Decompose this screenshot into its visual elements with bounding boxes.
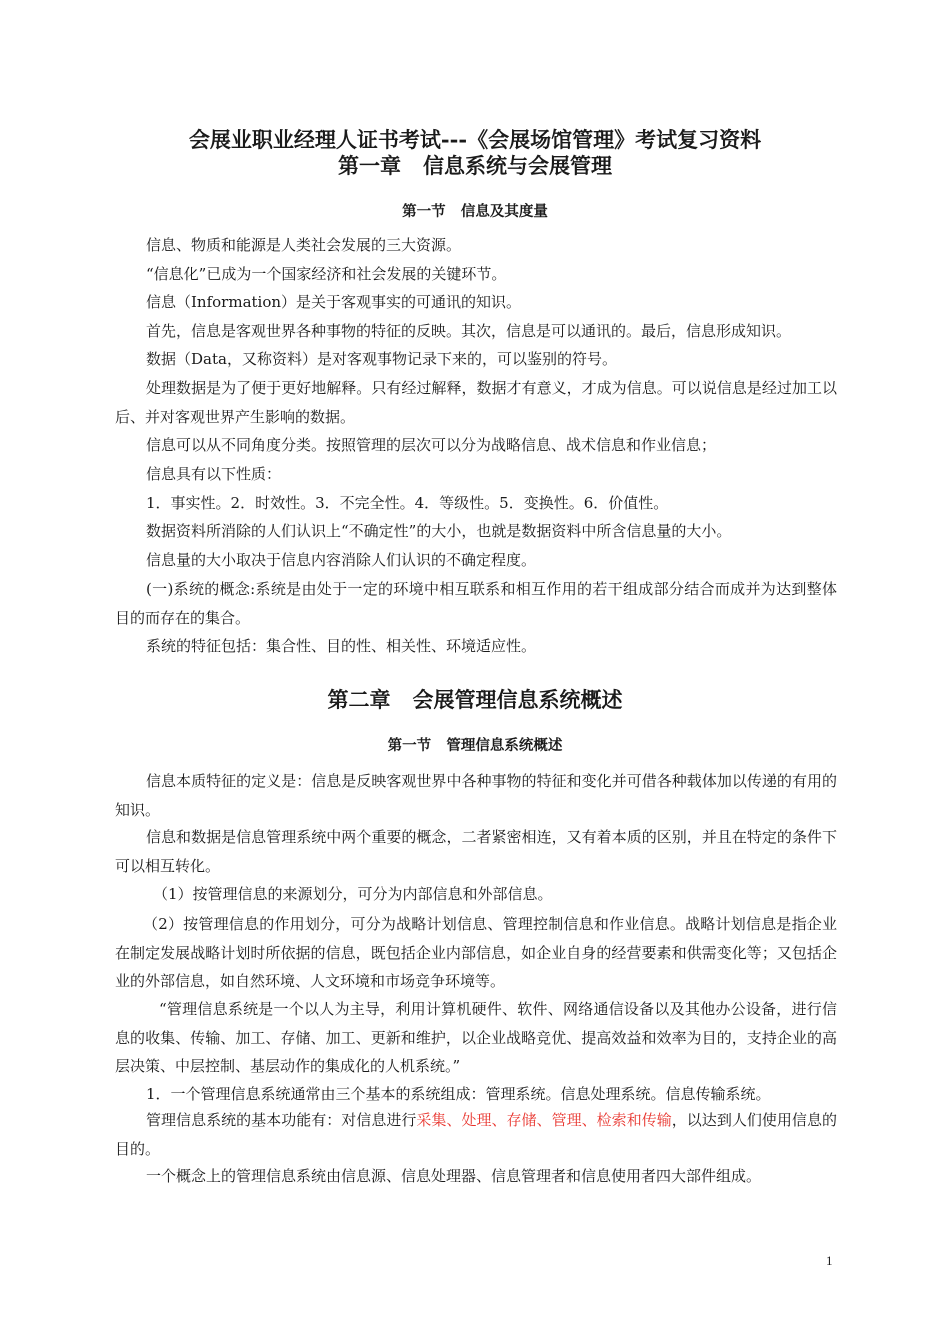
paragraph: 首先，信息是客观世界各种事物的特征的反映。其次，信息是可以通讯的。最后，信息形成知识。 [146, 322, 792, 340]
functions-prefix: 管理信息系统的基本功能有：对信息进行 [146, 1111, 417, 1129]
paragraph: 1．一个管理信息系统通常由三个基本的系统组成：管理系统。信息处理系统。信息传输系统。 [146, 1085, 771, 1103]
chapter-1-section-1-heading: 第一节 信息及其度量 [402, 203, 548, 220]
paragraph: 信息本质特征的定义是：信息是反映客观世界中各种事物的特征和变化并可借各种载体加以传递的有用的知识。 [115, 772, 837, 819]
quote-paragraph: “管理信息系统是一个以人为主导，利用计算机硬件、软件、网络通信设备以及其他办公设备，进行信息的收集、传输、加工、存储、加工、更新和维护，以企业战略竞优、提高效益和效率为目的，支持企业的高层决策、中层控制、基层动作的集成化的人机系统。” [115, 1000, 837, 1075]
chapter-2-section-1-heading: 第一节 管理信息系统概述 [387, 737, 563, 754]
functions-suffix: ，以达到人们使用信息的目的。 [115, 1111, 837, 1158]
paragraph: 1．事实性。2．时效性。3．不完全性。4．等级性。5．变换性。6．价值性。 [146, 494, 669, 512]
paragraph: (一)系统的概念:系统是由处于一定的环境中相互联系和相互作用的若干组成部分结合而成并为达到整体 目的而存在的集合。 [115, 580, 837, 627]
paragraph: （1）按管理信息的来源划分，可分为内部信息和外部信息。 [153, 885, 553, 903]
paragraph: 一个概念上的管理信息系统由信息源、信息处理器、信息管理者和信息使用者四大部件组成。 [146, 1167, 762, 1185]
paragraph: 处理数据是为了便于更好地解释。只有经过解释，数据才有意义，才成为信息。可以说信息是经过加工以后、并对客观世界产生影响的数据。 [115, 379, 837, 426]
paragraph: 数据（Data，又称资料）是对客观事物记录下来的，可以鉴别的符号。 [146, 350, 617, 368]
paragraph: 信息（Information）是关于客观事实的可通讯的知识。 [146, 293, 522, 311]
paragraph: 信息量的大小取决于信息内容消除人们认识的不确定程度。 [146, 551, 537, 569]
paragraph: 数据资料所消除的人们认识上“不确定性”的大小，也就是数据资料中所含信息量的大小。 [146, 522, 732, 540]
paragraph: 信息、物质和能源是人类社会发展的三大资源。 [146, 236, 462, 254]
paragraph: （2）按管理信息的作用划分，可分为战略计划信息、管理控制信息和作业信息。战略计划信息是指企业在制定发展战略计划时所依据的信息，既包括企业内部信息，如企业自身的经营要素和供需变化等；又包括企业的外部信息，如自然环境、人文环境和市场竞争环境等。 [115, 915, 837, 990]
functions-highlight: 采集、处理、存储、管理、检索和传输 [416, 1111, 672, 1129]
chapter-1-heading: 第一章 信息系统与会展管理 [338, 153, 612, 178]
page-number: 1 [826, 1253, 833, 1268]
chapter-2-heading: 第二章 会展管理信息系统概述 [327, 687, 623, 712]
paragraph: 系统的特征包括：集合性、目的性、相关性、环境适应性。 [146, 637, 537, 655]
functions-paragraph [115, 1106, 837, 1163]
paragraph: “信息化”已成为一个国家经济和社会发展的关键环节。 [146, 265, 507, 283]
document-title: 会展业职业经理人证书考试---《会展场馆管理》考试复习资料 [188, 127, 762, 152]
paragraph: 信息可以从不同角度分类。按照管理的层次可以分为战略信息、战术信息和作业信息； [146, 436, 717, 454]
paragraph: 信息具有以下性质： [146, 465, 282, 483]
paragraph: 信息和数据是信息管理系统中两个重要的概念，二者紧密相连，又有着本质的区别，并且在特定的条件下可以相互转化。 [115, 828, 837, 875]
